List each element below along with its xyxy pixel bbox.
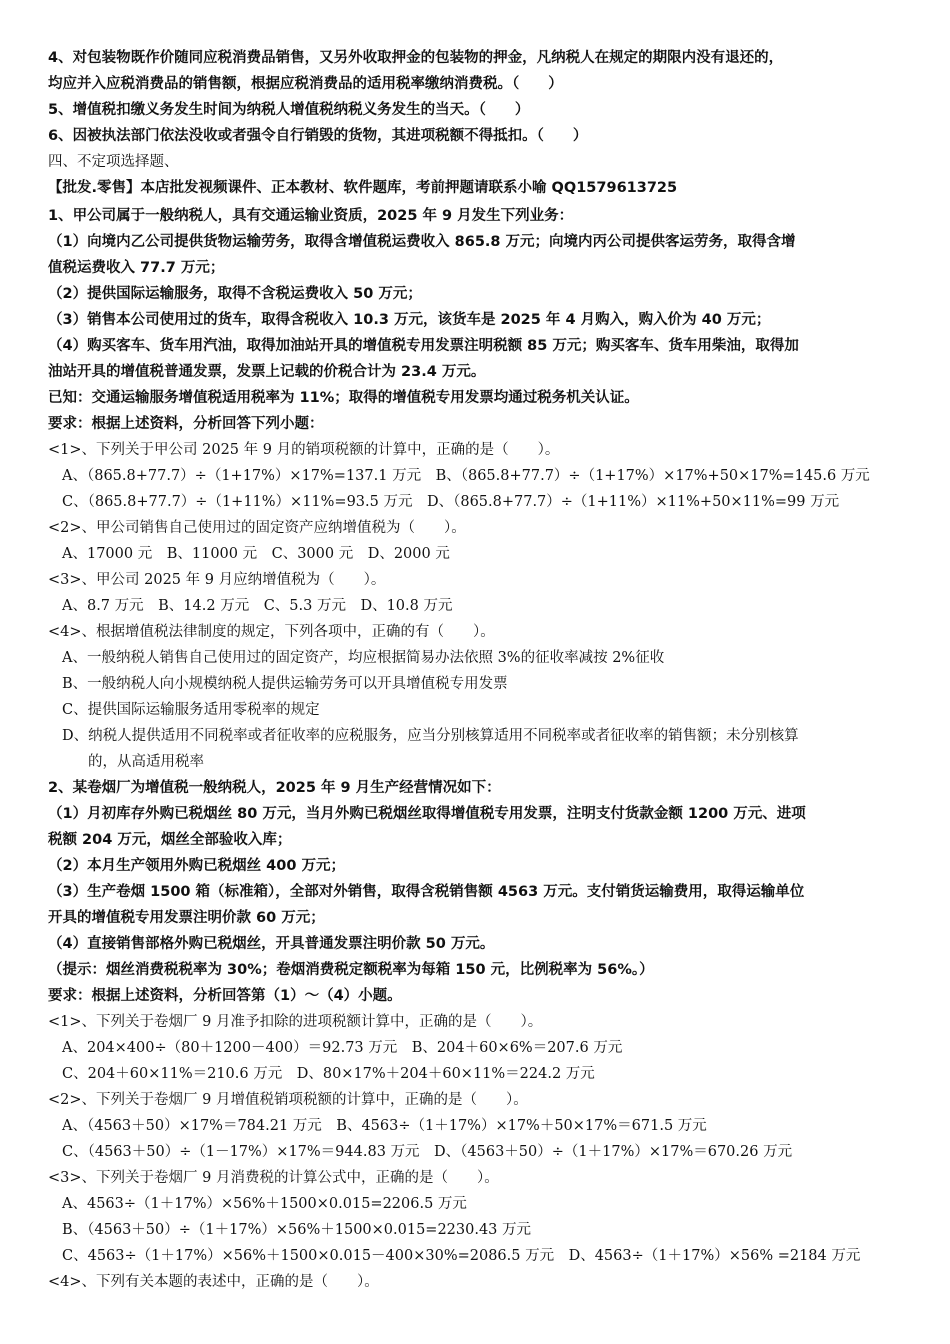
question-line: <2>、下列关于卷烟厂 9 月增值税销项税额的计算中，正确的是（ ）。 [48, 1092, 528, 1108]
text-line: 要求：根据上述资料，分析回答第（1）～（4）小题。 [48, 988, 402, 1004]
text-line: （4）直接销售部格外购已税烟丝，开具普通发票注明价款 50 万元。 [48, 936, 495, 952]
text-line: （1）月初库存外购已税烟丝 80 万元，当月外购已税烟丝取得增值税专用发票，注明支付货款金额 1200 万元、进项 [48, 806, 806, 822]
option-line: A、17000 元 B、11000 元 C、3000 元 D、2000 元 [62, 546, 450, 562]
option-line: D、纳税人提供适用不同税率或者征收率的应税服务，应当分别核算适用不同税率或者征收率的销售额；未分别核算 [62, 728, 799, 744]
text-line: 5、增值税扣缴义务发生时间为纳税人增值税纳税义务发生的当天。（ ） [48, 102, 530, 118]
text-line: 6、因被执法部门依法没收或者强令自行销毁的货物，其进项税额不得抵扣。（ ） [48, 128, 588, 144]
text-line: （2）提供国际运输服务，取得不含税运费收入 50 万元； [48, 286, 422, 302]
option-line: A、4563÷（1＋17%）×56%＋1500×0.015=2206.5 万元 [62, 1196, 467, 1212]
text-line: （4）购买客车、货车用汽油，取得加油站开具的增值税专用发票注明税额 85 万元；购买客车、货车用柴油，取得加 [48, 338, 799, 354]
option-line: A、204×400÷（80＋1200－400）＝92.73 万元 B、204＋60×6%＝207.6 万元 [62, 1040, 623, 1056]
option-line: C、（865.8+77.7）÷（1+11%）×11%=93.5 万元 D、（865.8+77.7）÷（1+11%）×11%+50×11%=99 万元 [62, 494, 840, 510]
option-line: B、（4563＋50）÷（1＋17%）×56%＋1500×0.015=2230.43 万元 [62, 1222, 532, 1238]
option-line: C、（4563＋50）÷（1－17%）×17%＝944.83 万元 D、（4563＋50）÷（1＋17%）×17%＝670.26 万元 [62, 1144, 793, 1160]
text-line: 值税运费收入 77.7 万元； [48, 260, 225, 276]
question-line: <4>、下列有关本题的表述中，正确的是（ ）。 [48, 1274, 379, 1290]
text-line: 油站开具的增值税普通发票，发票上记载的价税合计为 23.4 万元。 [48, 364, 486, 380]
option-line: A、（865.8+77.7）÷（1+17%）×17%=137.1 万元 B、（865.8+77.7）÷（1+17%）×17%+50×17%=145.6 万元 [62, 468, 870, 484]
option-line: C、4563÷（1＋17%）×56%＋1500×0.015－400×30%=2086.5 万元 D、4563÷（1＋17%）×56% =2184 万元 [62, 1248, 861, 1264]
text-line: 2、某卷烟厂为增值税一般纳税人，2025 年 9 月生产经营情况如下： [48, 780, 501, 796]
text-line: （1）向境内乙公司提供货物运输劳务，取得含增值税运费收入 865.8 万元；向境内丙公司提供客运劳务，取得含增 [48, 234, 796, 250]
question-line: <1>、下列关于卷烟厂 9 月准予扣除的进项税额计算中，正确的是（ ）。 [48, 1014, 543, 1030]
text-line: 已知：交通运输服务增值税适用税率为 11%；取得的增值税专用发票均通过税务机关认证。 [48, 390, 639, 406]
option-line: C、204＋60×11%＝210.6 万元 D、80×17%＋204＋60×11%＝224.2 万元 [62, 1066, 595, 1082]
question-line: <1>、下列关于甲公司 2025 年 9 月的销项税额的计算中，正确的是（ ）。 [48, 442, 560, 458]
text-line: （3）销售本公司使用过的货车，取得含税收入 10.3 万元，该货车是 2025 年 4 月购入，购入价为 40 万元； [48, 312, 771, 328]
option-line: C、提供国际运输服务适用零税率的规定 [62, 702, 320, 718]
text-line: 1、甲公司属于一般纳税人，具有交通运输业资质，2025 年 9 月发生下列业务： [48, 208, 574, 224]
option-line: A、8.7 万元 B、14.2 万元 C、5.3 万元 D、10.8 万元 [62, 598, 453, 614]
question-line: <2>、甲公司销售自己使用过的固定资产应纳增值税为（ ）。 [48, 520, 466, 536]
question-line: <3>、下列关于卷烟厂 9 月消费税的计算公式中，正确的是（ ）。 [48, 1170, 499, 1186]
option-line: 的，从高适用税率 [88, 754, 204, 770]
text-line: 四、不定项选择题、 [48, 154, 179, 170]
option-line: A、一般纳税人销售自己使用过的固定资产，均应根据简易办法依照 3%的征收率减按 2%征收 [62, 650, 665, 666]
text-line: 税额 204 万元，烟丝全部验收入库； [48, 832, 292, 848]
text-line: 要求：根据上述资料，分析回答下列小题： [48, 416, 324, 432]
text-line: （2）本月生产领用外购已税烟丝 400 万元； [48, 858, 345, 874]
text-line: 开具的增值税专用发票注明价款 60 万元； [48, 910, 325, 926]
text-line: （提示：烟丝消费税税率为 30%；卷烟消费税定额税率为每箱 150 元，比例税率为 56%。） [48, 962, 654, 978]
option-line: B、一般纳税人向小规模纳税人提供运输劳务可以开具增值税专用发票 [62, 676, 508, 692]
text-line: 【批发.零售】本店批发视频课件、正本教材、软件题库，考前押题请联系小喻 QQ1579613725 [48, 180, 678, 196]
option-line: A、（4563＋50）×17%＝784.21 万元 B、4563÷（1＋17%）×17%＋50×17%＝671.5 万元 [62, 1118, 707, 1134]
question-line: <4>、根据增值税法律制度的规定，下列各项中，正确的有（ ）。 [48, 624, 495, 640]
text-line: 均应并入应税消费品的销售额，根据应税消费品的适用税率缴纳消费税。（ ） [48, 76, 563, 92]
text-line: （3）生产卷烟 1500 箱（标准箱），全部对外销售，取得含税销售额 4563 万元。支付销货运输费用，取得运输单位 [48, 884, 805, 900]
text-line: 4、对包装物既作价随同应税消费品销售，又另外收取押金的包装物的押金，凡纳税人在规定的期限内没有退还的， [48, 50, 784, 66]
question-line: <3>、甲公司 2025 年 9 月应纳增值税为（ ）。 [48, 572, 386, 588]
